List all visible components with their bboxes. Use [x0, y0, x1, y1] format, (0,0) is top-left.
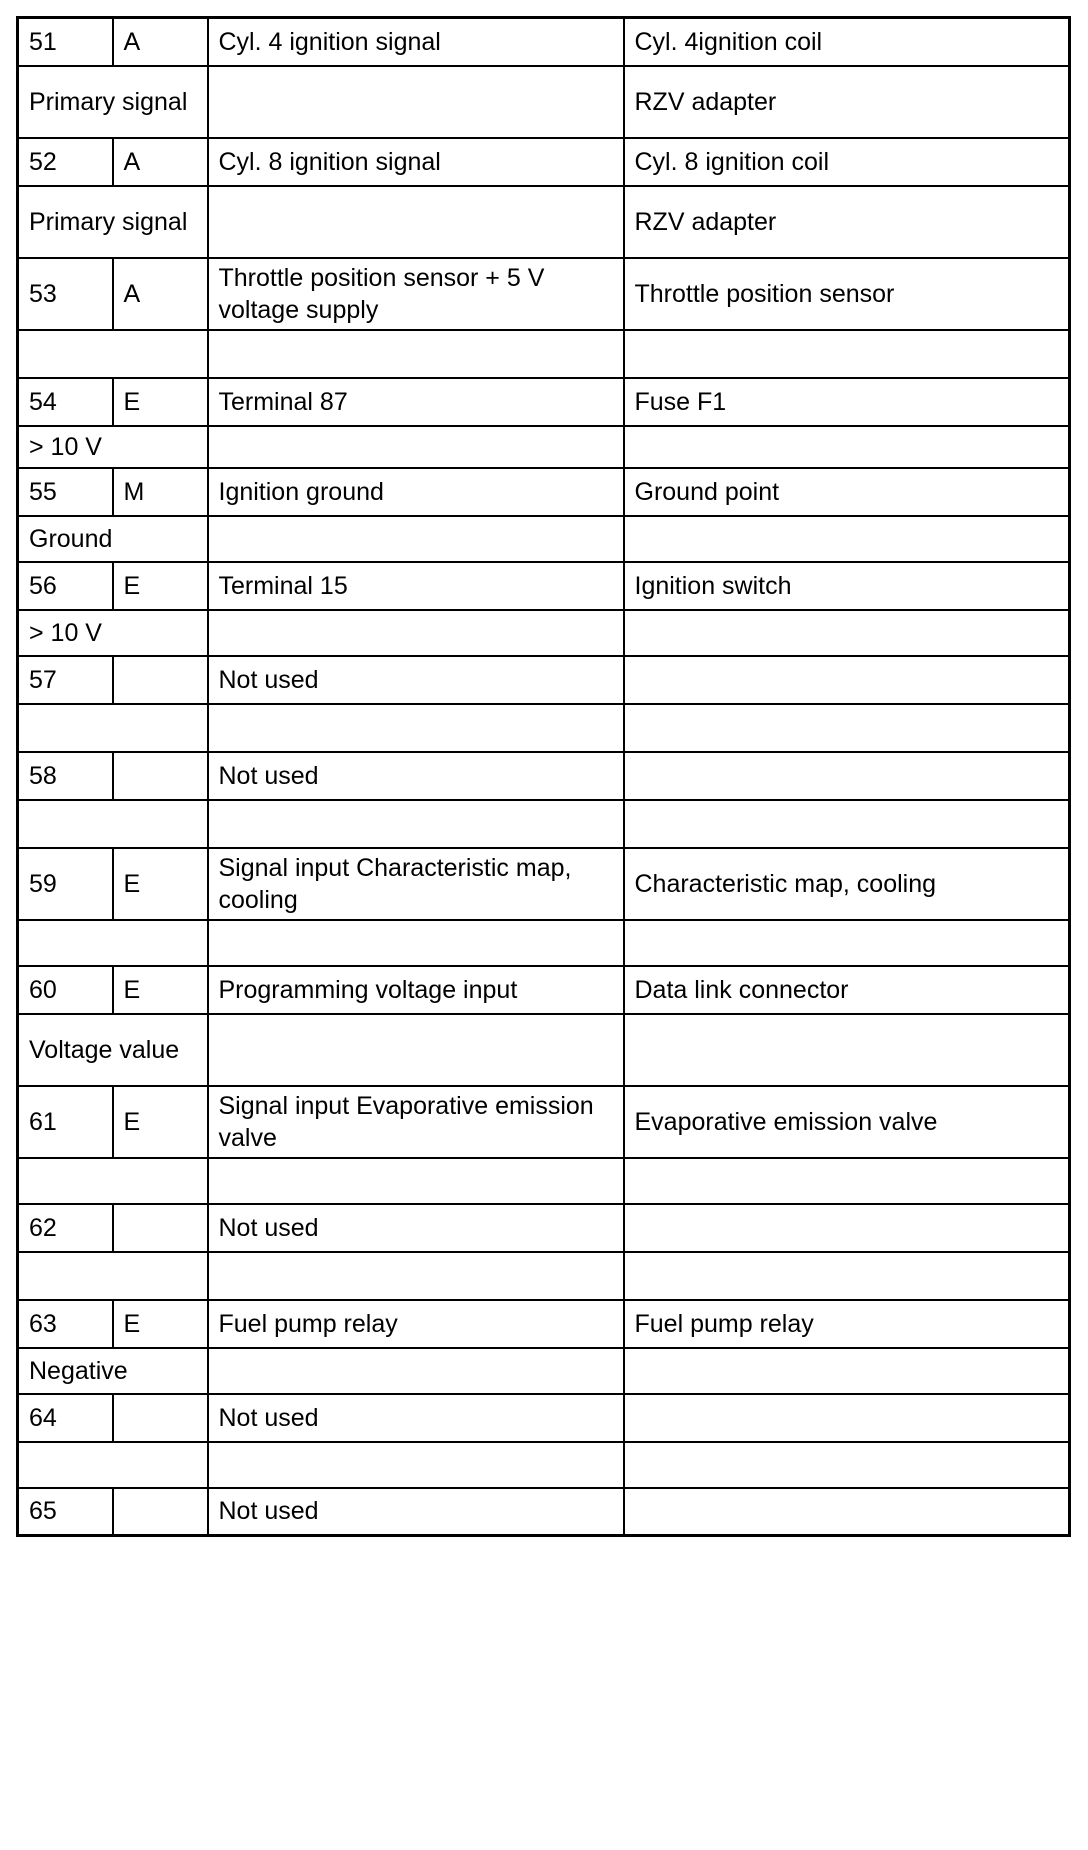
- pin-detail-row: [18, 610, 1070, 656]
- connection-cell: [624, 1348, 1070, 1394]
- pin-table-body: [18, 18, 1070, 1536]
- signal-note-cell: Negative: [18, 1348, 208, 1394]
- description-cell: Not used: [208, 752, 624, 800]
- connection-cell: Cyl. 8 ignition coil: [624, 138, 1070, 186]
- pin-detail-row: [18, 1014, 1070, 1086]
- pin-number-cell: 56: [18, 562, 113, 610]
- description-cell: [208, 920, 624, 966]
- pin-number-cell: 60: [18, 966, 113, 1014]
- pin-row: [18, 138, 1070, 186]
- description-cell: Cyl. 8 ignition signal: [208, 138, 624, 186]
- signal-type-cell: A: [113, 138, 208, 186]
- pin-row: [18, 966, 1070, 1014]
- description-cell: [208, 1442, 624, 1488]
- pin-detail-row: [18, 920, 1070, 966]
- connection-cell: [624, 656, 1070, 704]
- pin-row: [18, 258, 1070, 330]
- pin-row: [18, 1086, 1070, 1158]
- signal-type-cell: M: [113, 468, 208, 516]
- pin-row: [18, 18, 1070, 66]
- signal-note-cell: Voltage value: [18, 1014, 208, 1086]
- pin-detail-row: [18, 66, 1070, 138]
- pin-row: [18, 562, 1070, 610]
- description-cell: Not used: [208, 1488, 624, 1536]
- connection-cell: [624, 704, 1070, 752]
- signal-type-cell: [113, 1394, 208, 1442]
- connection-cell: Characteristic map, cooling: [624, 848, 1070, 920]
- signal-type-cell: E: [113, 966, 208, 1014]
- signal-type-cell: [113, 752, 208, 800]
- pin-number-cell: 52: [18, 138, 113, 186]
- description-cell: [208, 704, 624, 752]
- connection-cell: Fuse F1: [624, 378, 1070, 426]
- signal-note-cell: > 10 V: [18, 610, 208, 656]
- signal-note-cell: Ground: [18, 516, 208, 562]
- description-cell: [208, 1252, 624, 1300]
- pin-number-cell: 61: [18, 1086, 113, 1158]
- pin-number-cell: 57: [18, 656, 113, 704]
- connection-cell: [624, 920, 1070, 966]
- connection-cell: [624, 1394, 1070, 1442]
- description-cell: [208, 1348, 624, 1394]
- signal-note-cell: > 10 V: [18, 426, 208, 468]
- connection-cell: [624, 752, 1070, 800]
- pin-detail-row: [18, 800, 1070, 848]
- signal-note-cell: [18, 1442, 208, 1488]
- description-cell: Terminal 15: [208, 562, 624, 610]
- description-cell: Programming voltage input: [208, 966, 624, 1014]
- signal-type-cell: [113, 1488, 208, 1536]
- pin-detail-row: [18, 1348, 1070, 1394]
- description-cell: [208, 800, 624, 848]
- pin-number-cell: 51: [18, 18, 113, 66]
- connection-cell: [624, 1442, 1070, 1488]
- pin-number-cell: 62: [18, 1204, 113, 1252]
- description-cell: [208, 1014, 624, 1086]
- description-cell: [208, 426, 624, 468]
- pin-number-cell: 53: [18, 258, 113, 330]
- signal-type-cell: E: [113, 848, 208, 920]
- pin-number-cell: 55: [18, 468, 113, 516]
- connection-cell: Throttle position sensor: [624, 258, 1070, 330]
- pin-row: [18, 1394, 1070, 1442]
- description-cell: Throttle position sensor + 5 V voltage supply: [208, 258, 624, 330]
- connection-cell: [624, 1204, 1070, 1252]
- pin-row: [18, 468, 1070, 516]
- signal-note-cell: [18, 920, 208, 966]
- pin-number-cell: 54: [18, 378, 113, 426]
- connection-cell: [624, 1252, 1070, 1300]
- pin-row: [18, 1488, 1070, 1536]
- signal-note-cell: [18, 1252, 208, 1300]
- signal-type-cell: [113, 1204, 208, 1252]
- pin-detail-row: [18, 426, 1070, 468]
- pin-detail-row: [18, 186, 1070, 258]
- description-cell: Not used: [208, 1204, 624, 1252]
- pin-number-cell: 65: [18, 1488, 113, 1536]
- pin-row: [18, 378, 1070, 426]
- connection-cell: [624, 610, 1070, 656]
- description-cell: Ignition ground: [208, 468, 624, 516]
- pin-assignment-table: [16, 16, 1071, 1537]
- pin-number-cell: 59: [18, 848, 113, 920]
- pin-detail-row: [18, 1442, 1070, 1488]
- signal-note-cell: [18, 330, 208, 378]
- pin-number-cell: 64: [18, 1394, 113, 1442]
- description-cell: Fuel pump relay: [208, 1300, 624, 1348]
- pin-detail-row: [18, 330, 1070, 378]
- pin-detail-row: [18, 516, 1070, 562]
- signal-type-cell: E: [113, 1086, 208, 1158]
- signal-note-cell: [18, 1158, 208, 1204]
- pin-row: [18, 848, 1070, 920]
- connection-cell: Ground point: [624, 468, 1070, 516]
- connection-cell: Evaporative emission valve: [624, 1086, 1070, 1158]
- description-cell: [208, 186, 624, 258]
- connection-cell: RZV adapter: [624, 186, 1070, 258]
- connection-cell: [624, 1158, 1070, 1204]
- pin-row: [18, 656, 1070, 704]
- signal-note-cell: Primary signal: [18, 186, 208, 258]
- signal-note-cell: Primary signal: [18, 66, 208, 138]
- pin-row: [18, 1204, 1070, 1252]
- signal-type-cell: A: [113, 18, 208, 66]
- signal-type-cell: A: [113, 258, 208, 330]
- signal-type-cell: [113, 656, 208, 704]
- signal-type-cell: E: [113, 1300, 208, 1348]
- connection-cell: Ignition switch: [624, 562, 1070, 610]
- connection-cell: [624, 426, 1070, 468]
- pin-number-cell: 58: [18, 752, 113, 800]
- description-cell: Signal input Characteristic map, cooling: [208, 848, 624, 920]
- connection-cell: Cyl. 4ignition coil: [624, 18, 1070, 66]
- connection-cell: [624, 1488, 1070, 1536]
- connection-cell: Fuel pump relay: [624, 1300, 1070, 1348]
- description-cell: Not used: [208, 656, 624, 704]
- signal-type-cell: E: [113, 378, 208, 426]
- description-cell: [208, 330, 624, 378]
- pin-number-cell: 63: [18, 1300, 113, 1348]
- description-cell: [208, 516, 624, 562]
- connection-cell: RZV adapter: [624, 66, 1070, 138]
- pin-detail-row: [18, 1252, 1070, 1300]
- description-cell: [208, 66, 624, 138]
- description-cell: Cyl. 4 ignition signal: [208, 18, 624, 66]
- pin-detail-row: [18, 704, 1070, 752]
- description-cell: [208, 1158, 624, 1204]
- description-cell: Not used: [208, 1394, 624, 1442]
- pin-detail-row: [18, 1158, 1070, 1204]
- signal-note-cell: [18, 704, 208, 752]
- signal-note-cell: [18, 800, 208, 848]
- pin-row: [18, 752, 1070, 800]
- signal-type-cell: E: [113, 562, 208, 610]
- connection-cell: [624, 516, 1070, 562]
- description-cell: Terminal 87: [208, 378, 624, 426]
- pin-row: [18, 1300, 1070, 1348]
- description-cell: Signal input Evaporative emission valve: [208, 1086, 624, 1158]
- connection-cell: [624, 800, 1070, 848]
- connection-cell: [624, 1014, 1070, 1086]
- connection-cell: Data link connector: [624, 966, 1070, 1014]
- connection-cell: [624, 330, 1070, 378]
- description-cell: [208, 610, 624, 656]
